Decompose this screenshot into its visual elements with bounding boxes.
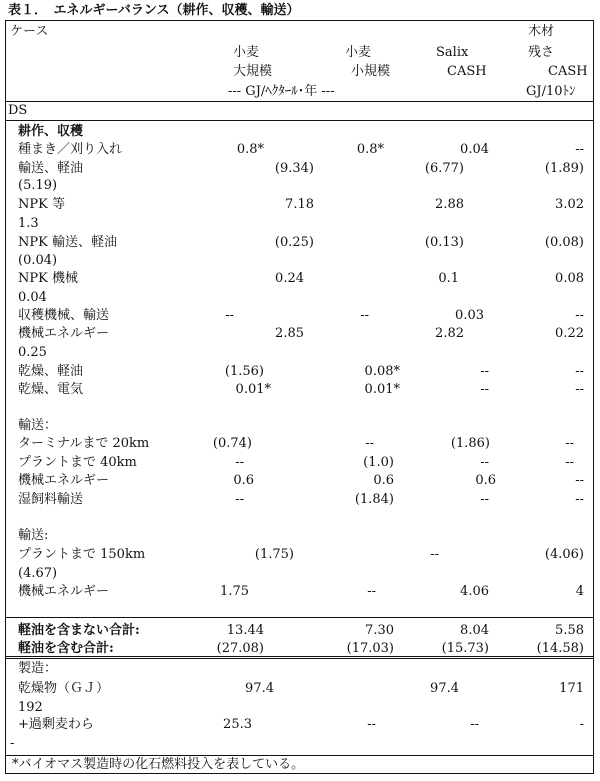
cell-value-wrapped: (4.67) bbox=[18, 566, 58, 581]
row-label: ターミナルまで 20km bbox=[18, 436, 150, 451]
cell-value: -- bbox=[480, 382, 489, 397]
header-case: ケース bbox=[10, 24, 49, 39]
cell-value: 25.3 bbox=[223, 717, 252, 732]
cell-value: -- bbox=[575, 308, 584, 323]
header-rule bbox=[5, 101, 594, 102]
cell-value: (15.73) bbox=[441, 641, 489, 656]
cell-value: 0.6 bbox=[233, 473, 254, 488]
cell-value: -- bbox=[235, 492, 244, 507]
cell-value: 0.08 bbox=[555, 271, 584, 286]
row-label: 軽油を含む合計: bbox=[18, 641, 114, 656]
cell-value: -- bbox=[360, 308, 369, 323]
cell-value: (17.03) bbox=[346, 641, 394, 656]
header-col2-line1: 小麦 bbox=[345, 45, 372, 60]
header-col3-line1: Salix bbox=[436, 45, 469, 60]
cell-value: 97.4 bbox=[430, 681, 459, 696]
cell-value: (6.77) bbox=[424, 161, 464, 176]
cell-value: -- bbox=[575, 364, 584, 379]
section-transport-1: 輸送： bbox=[18, 418, 58, 433]
cell-value: -- bbox=[565, 455, 574, 470]
cell-value: 0.8* bbox=[236, 142, 264, 157]
cell-value: (1.84) bbox=[354, 492, 394, 507]
cell-value: 0.01* bbox=[364, 382, 400, 397]
header-col4-line1: 木材 bbox=[528, 24, 555, 39]
header-col3-line2: CASH bbox=[447, 64, 487, 79]
cell-value-wrapped: 1.3 bbox=[18, 216, 39, 231]
cell-value-wrapped: 192 bbox=[18, 700, 43, 715]
row-label: NPK 輸送、軽油 bbox=[18, 235, 117, 250]
cell-value: (27.08) bbox=[216, 641, 264, 656]
cell-value: -- bbox=[480, 364, 489, 379]
cell-value: (1.56) bbox=[224, 364, 264, 379]
cell-value: 2.85 bbox=[275, 326, 304, 341]
header-ds: DS bbox=[8, 103, 28, 118]
cell-value: -- bbox=[575, 142, 584, 157]
table-top-border bbox=[5, 20, 594, 21]
cell-value: - bbox=[579, 717, 584, 732]
cell-value: 0.1 bbox=[438, 271, 459, 286]
section-cultivation: 耕作、収穫 bbox=[18, 124, 84, 139]
cell-value: 2.82 bbox=[435, 326, 464, 341]
cell-value: -- bbox=[235, 455, 244, 470]
cell-value: -- bbox=[367, 717, 376, 732]
table-right-border bbox=[593, 20, 594, 773]
cell-value: 0.6 bbox=[373, 473, 394, 488]
row-label: 乾燥、軽油 bbox=[18, 364, 84, 379]
cell-value: (4.06) bbox=[544, 547, 584, 562]
cell-value: 97.4 bbox=[245, 681, 274, 696]
cell-value: (14.58) bbox=[536, 641, 584, 656]
cell-value: 0.08* bbox=[364, 364, 400, 379]
cell-value: 0.22 bbox=[555, 326, 584, 341]
row-label: 乾燥物（ＧＪ） bbox=[18, 681, 110, 696]
cell-value: 4 bbox=[575, 584, 584, 599]
row-label: 輸送、軽油 bbox=[18, 161, 84, 176]
totals-top-rule bbox=[5, 617, 594, 618]
row-label: 機械エネルギー bbox=[18, 584, 110, 599]
cell-value: 0.01* bbox=[235, 382, 271, 397]
cell-value-wrapped: 0.04 bbox=[18, 290, 47, 305]
row-label: 機械エネルギー bbox=[18, 473, 110, 488]
row-label: 種まき／刈り入れ bbox=[18, 142, 123, 157]
cell-value: 7.18 bbox=[285, 197, 314, 212]
row-label: 乾燥、電気 bbox=[18, 382, 84, 397]
cell-value: -- bbox=[470, 717, 479, 732]
header-unit-per-hectare: --- GJ/ﾍｸﾀｰﾙ･年 --- bbox=[228, 84, 335, 99]
cell-value: 8.04 bbox=[460, 623, 489, 638]
row-label: 収穫機械、輸送 bbox=[18, 308, 110, 323]
cell-value: 0.04 bbox=[460, 142, 489, 157]
cell-value: -- bbox=[565, 436, 574, 451]
cell-value: -- bbox=[430, 547, 439, 562]
cell-value-wrapped: 0.25 bbox=[18, 345, 47, 360]
cell-value: 0.6 bbox=[475, 473, 496, 488]
cell-value: (0.74) bbox=[212, 436, 252, 451]
row-label: 湿飼料輸送 bbox=[18, 492, 84, 507]
header-col1-line1: 小麦 bbox=[233, 45, 260, 60]
header-col2-line2: 小規模 bbox=[351, 64, 391, 79]
cell-value: 0.03 bbox=[455, 308, 484, 323]
cell-value: (1.89) bbox=[544, 161, 584, 176]
row-label: プラントまで 40km bbox=[18, 455, 137, 470]
cell-value: 0.24 bbox=[275, 271, 304, 286]
cell-value-wrapped: (0.04) bbox=[18, 253, 58, 268]
row-label: +過剰麦わら bbox=[18, 717, 94, 732]
totals-double-rule bbox=[5, 656, 594, 659]
row-label: NPK 等 bbox=[18, 197, 65, 212]
cell-value: -- bbox=[575, 473, 584, 488]
cell-value: (1.86) bbox=[450, 436, 490, 451]
cell-value-wrapped: - bbox=[10, 736, 15, 751]
header-col4-line2a: 残さ bbox=[528, 45, 555, 60]
cell-value: 13.44 bbox=[226, 623, 264, 638]
cell-value: 1.75 bbox=[220, 584, 249, 599]
row-label: プラントまで 150km bbox=[18, 547, 146, 562]
cell-value: -- bbox=[480, 455, 489, 470]
header-col4-line2b: CASH bbox=[548, 64, 588, 79]
header-col1-line2: 大規模 bbox=[233, 64, 273, 79]
section-production: 製造： bbox=[18, 661, 58, 676]
cell-value: (0.08) bbox=[544, 235, 584, 250]
cell-value: 0.8* bbox=[356, 142, 384, 157]
cell-value: -- bbox=[575, 492, 584, 507]
cell-value: 171 bbox=[559, 681, 584, 696]
row-label: 軽油を含まない合計: bbox=[18, 623, 140, 638]
cell-value: -- bbox=[225, 308, 234, 323]
cell-value-wrapped: (5.19) bbox=[18, 178, 58, 193]
ds-rule bbox=[5, 120, 594, 121]
cell-value: -- bbox=[575, 382, 584, 397]
footnote-rule bbox=[5, 755, 594, 756]
table-left-border bbox=[5, 20, 6, 773]
cell-value: (0.13) bbox=[424, 235, 464, 250]
cell-value: -- bbox=[367, 584, 376, 599]
section-transport-2: 輸送: bbox=[18, 528, 49, 543]
cell-value: (1.0) bbox=[363, 455, 394, 470]
cell-value: (0.25) bbox=[274, 235, 314, 250]
row-label: 機械エネルギー bbox=[18, 326, 110, 341]
header-unit-per-10t: GJ/10ﾄﾝ bbox=[526, 84, 576, 99]
table-bottom-border bbox=[5, 773, 594, 774]
footnote: *バイオマス製造時の化石燃料投入を表している。 bbox=[12, 757, 305, 772]
table-title: 表１． エネルギーバランス（耕作、収穫、輸送） bbox=[8, 3, 300, 18]
cell-value: 2.88 bbox=[435, 197, 464, 212]
cell-value: 5.58 bbox=[555, 623, 584, 638]
cell-value: (1.75) bbox=[254, 547, 294, 562]
cell-value: (9.34) bbox=[274, 161, 314, 176]
cell-value: 7.30 bbox=[365, 623, 394, 638]
cell-value: 3.02 bbox=[555, 197, 584, 212]
cell-value: -- bbox=[480, 492, 489, 507]
cell-value: 4.06 bbox=[460, 584, 489, 599]
cell-value: -- bbox=[365, 436, 374, 451]
row-label: NPK 機械 bbox=[18, 271, 78, 286]
